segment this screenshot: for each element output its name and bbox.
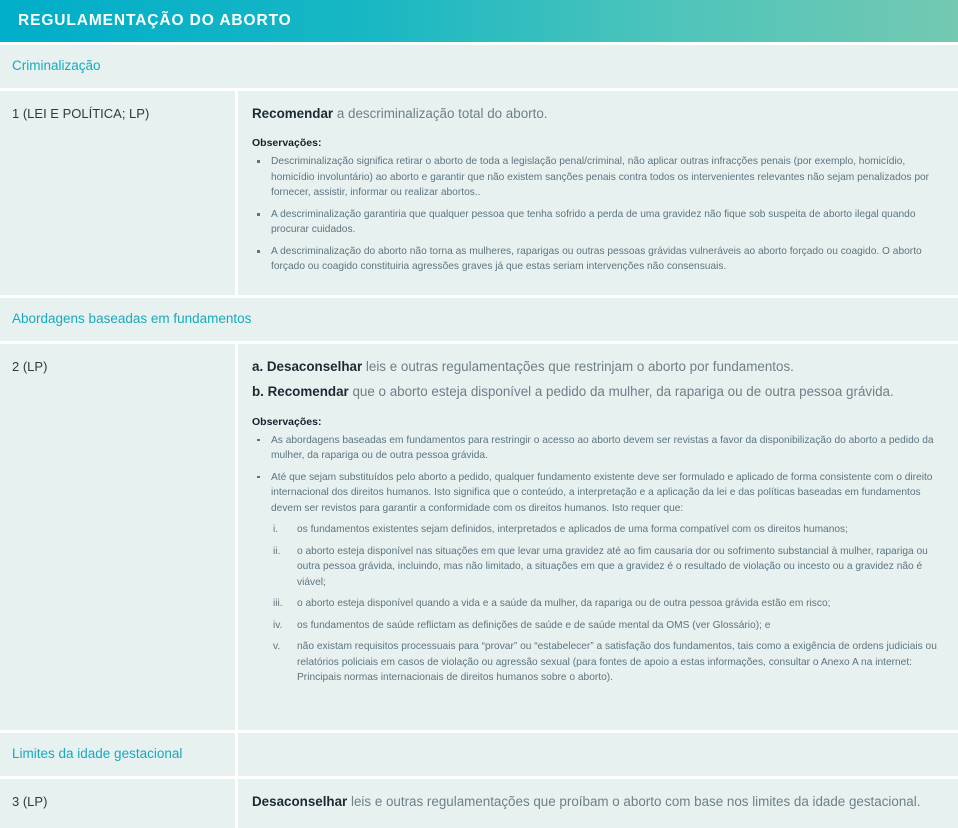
recommendation-content-cell [238, 779, 958, 828]
observation-subitem-marker: iii. [273, 598, 283, 610]
section-header-right [101, 45, 958, 88]
recommendation-reference: 1 (LEI E POLÍTICA; LP) [12, 106, 150, 121]
observation-subitem [271, 618, 944, 634]
observation-item [252, 154, 944, 201]
observation-subitem-text: os fundamentos de saúde reflictam as definições de saúde e de saúde mental da OMS (ver Glossário); e [297, 619, 771, 631]
recommendation-content-cell [238, 91, 958, 295]
table-row [0, 88, 958, 295]
recommendation-keyword: a. Desaconselhar [252, 358, 363, 374]
observations-list [252, 154, 944, 275]
section-title: Abordagens baseadas em fundamentos [12, 311, 252, 327]
recommendation-reference: 3 (LP) [12, 793, 48, 809]
sections-container [0, 42, 958, 828]
recommendation-reference-cell [0, 91, 238, 295]
observation-subitem-text: os fundamentos existentes sejam definidos, interpretados e aplicados de uma forma compatível com os direitos humanos; [297, 524, 848, 536]
recommendation-keyword: Recomendar [252, 106, 334, 121]
observation-item [252, 433, 944, 464]
observation-text: Descriminalização significa retirar o aborto de toda a legislação penal/criminal, não aplicar outras infracções penais (por exemplo, homicídio, homicídio involuntário) ao aborto e garantir que não existem sanções penais contra todos os intervenientes relevantes não sejam penalizados por fornecer, assistir, informar ou realizar abortos.. [271, 156, 930, 199]
section-header [0, 42, 958, 88]
recommendation-statement-text: leis e outras regulamentações que proíbam o aborto com base nos limites da idade gestacional. [347, 793, 921, 809]
table-row [0, 341, 958, 730]
recommendation-statement [252, 357, 944, 376]
section-title: Limites da idade gestacional [12, 746, 183, 762]
recommendation-keyword: Desaconselhar [252, 793, 348, 809]
recommendation-keyword: b. Recomendar [252, 384, 349, 400]
page-banner [0, 0, 958, 42]
observation-subitem-text: o aborto esteja disponível nas situações em que levar uma gravidez até ao fim causaria dor ou sofrimento substancial à mulher, rapariga ou outra pessoa grávida, incluindo, mas não limitado, a situações em que a gravidez é o resultado de violação ou incesto ou a gravidez não é viável; [297, 545, 928, 588]
recommendation-content-cell [238, 344, 958, 730]
recommendation-reference: 2 (LP) [12, 358, 48, 374]
observation-text: A descriminalização garantiria que qualquer pessoa que tenha sofrido a perda de uma gravidez não fique sob suspeita de aborto ilegal quando procurar cuidados. [271, 208, 916, 236]
observation-text: A descriminalização do aborto não torna as mulheres, raparigas ou outras pessoas grávidas vulneráveis ao aborto forçado ou coagido. O aborto forçado ou coagido constituiria agressões graves já que estas seriam intervenções não consensuais. [271, 245, 922, 273]
observation-subitems-list [271, 522, 944, 686]
observation-subitem [271, 596, 944, 612]
table-row [0, 776, 958, 828]
observation-subitem [271, 544, 944, 591]
page-title: REGULAMENTAÇÃO DO ABORTO [18, 12, 292, 30]
section-header-left [0, 45, 101, 88]
recommendation-statement-text: a descriminalização total do aborto. [333, 106, 548, 121]
observation-subitem-marker: v. [273, 641, 281, 653]
observation-text: Até que sejam substituídos pelo aborto a pedido, qualquer fundamento existente deve ser formulado e aplicado de forma consistente com o direito internacional dos direitos humanos. Isto significa que o conteúdo, a interpretação e a aplicação da lei e das políticas baseadas em fundamentos devem ser revistos para garantir a conformidade com os direitos humanos. Isto requer que: [271, 471, 933, 514]
recommendation-reference-cell [0, 344, 238, 730]
observations-list [252, 433, 944, 710]
observations-heading: Observações: [252, 415, 322, 428]
observation-subitem [271, 639, 944, 686]
section-title: Criminalização [12, 58, 101, 74]
observation-item [252, 470, 944, 710]
observation-subitem-marker: i. [273, 524, 279, 536]
section-header-right [238, 733, 958, 776]
observation-item [252, 244, 944, 275]
recommendation-reference-cell [0, 779, 238, 828]
recommendation-statement [252, 792, 944, 811]
section-header-left [0, 298, 251, 341]
section-header [0, 730, 958, 776]
recommendation-statement-text: leis e outras regulamentações que restrinjam o aborto por fundamentos. [362, 358, 794, 374]
observations-heading: Observações: [252, 137, 322, 150]
observation-subitem-text: o aborto esteja disponível quando a vida e a saúde da mulher, da rapariga ou de outra pessoa grávida estão em risco; [297, 598, 831, 610]
observation-subitem [271, 522, 944, 538]
section-header-right [251, 298, 958, 341]
observation-text: As abordagens baseadas em fundamentos para restringir o acesso ao aborto devem ser revistas a favor da disponibilização do aborto a pedido da mulher, da rapariga ou de outra pessoa grávida. [271, 434, 934, 462]
section-header-left [0, 733, 238, 776]
observation-subitem-marker: iv. [273, 619, 283, 631]
observation-subitem-marker: ii. [273, 545, 281, 557]
observation-item [252, 207, 944, 238]
section-header [0, 295, 958, 341]
observation-subitem-text: não existam requisitos processuais para “provar” ou “estabelecer” a satisfação dos fundamentos, tais como a exigência de ordens judiciais ou relatórios policiais em casos de violação ou agressão sexual (para fontes de apoio a estas informações, consultar o Anexo A na internet: Principais normas internacionais de direitos humanos sobre o aborto). [297, 641, 937, 684]
recommendation-statement [252, 104, 944, 123]
recommendation-statement-text: que o aborto esteja disponível a pedido da mulher, da rapariga ou de outra pessoa grávida. [348, 384, 894, 400]
recommendation-statement [252, 382, 944, 401]
